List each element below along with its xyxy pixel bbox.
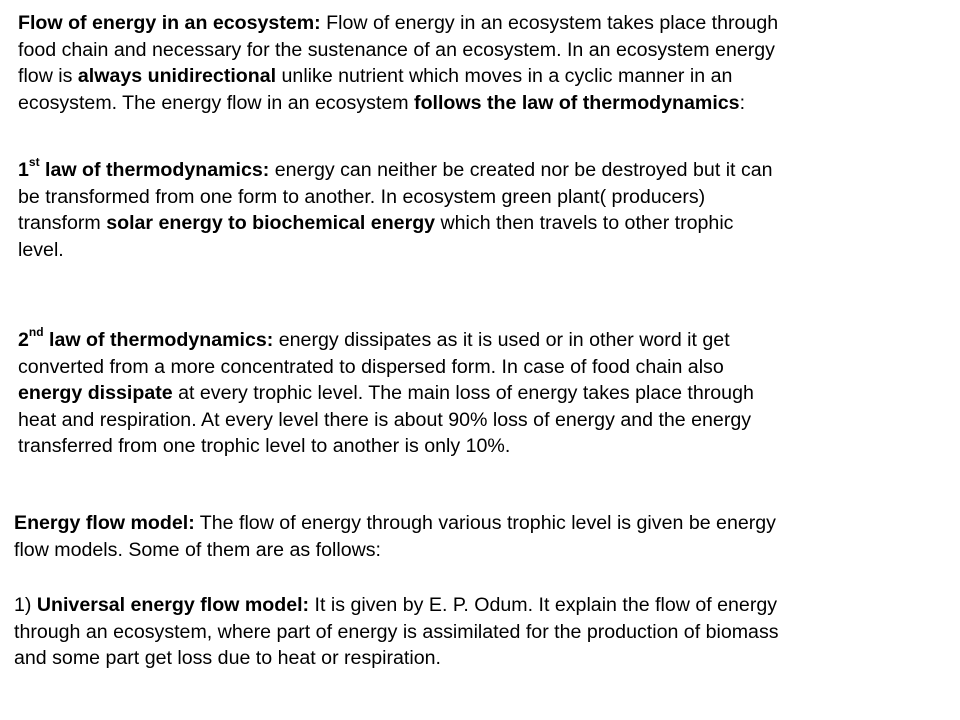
text-line: converted from a more concentrated to dispersed form. In case of food chain also [18,355,724,378]
paragraph-universal-model [14,592,779,672]
text-line [18,380,754,407]
ordinal-number: 2 [18,329,29,351]
paragraph-flow-of-energy [18,10,778,116]
text-span: at every trophic level. The main loss of energy takes place through [172,382,754,404]
text-span: ecosystem. The energy flow in an ecosystem [18,91,415,114]
text-line [18,63,778,90]
paragraph-first-law [18,157,773,263]
text-line: flow models. Some of them are as follows: [14,538,381,561]
emphasis-energy-dissipate: energy dissipate [18,382,173,404]
text-line [18,10,778,37]
text-line [18,327,754,354]
text-line: be transformed from one form to another. In ecosystem green plant( producers) [18,185,706,208]
text-line [14,510,776,537]
text-line: food chain and necessary for the sustenance of an ecosystem. In an ecosystem energy [18,38,775,61]
emphasis-unidirectional: always unidirectional [77,65,277,87]
text-span: transform [18,212,107,234]
text-span: which then travels to other trophic [435,212,734,234]
text-line [14,592,779,619]
heading-universal-model: Universal energy flow model: [36,594,310,616]
text-line [18,210,773,237]
list-number: 1) [14,594,37,616]
text-span: The flow of energy through various trophic level is given be energy [194,512,776,534]
text-line: level. [18,238,64,261]
text-line: and some part get loss due to heat or respiration. [14,647,441,669]
heading-energy-flow-model: Energy flow model: [14,512,195,534]
text-span: unlike nutrient which moves in a cyclic manner in an [276,65,733,87]
heading-first-law [18,155,270,181]
text-line: through an ecosystem, where part of energy is assimilated for the production of biomass [14,620,779,643]
text-line [18,157,773,184]
text-span: : [739,91,746,114]
emphasis-solar-energy: solar energy to biochemical energy [106,212,436,234]
emphasis-thermodynamics: follows the law of thermodynamics [414,91,740,114]
ordinal-number: 1 [18,159,29,181]
heading-second-law [18,325,274,351]
text-line [18,90,778,117]
text-span: It is given by E. P. Odum. It explain the flow of energy [309,594,778,616]
ordinal-suffix: st [28,155,40,170]
heading-text: law of thermodynamics: [43,329,274,351]
heading-text: law of thermodynamics: [39,159,270,181]
ordinal-suffix: nd [28,325,44,340]
text-span: energy dissipates as it is used or in other word it get [273,329,730,351]
text-line: transferred from one trophic level to another is only 10%. [18,435,511,457]
text-line: heat and respiration. At every level there is about 90% loss of energy and the energy [18,408,752,431]
text-span: flow is [18,65,78,87]
text-span: energy can neither be created nor be destroyed but it can [269,159,773,181]
text-span: Flow of energy in an ecosystem takes place through [320,12,779,34]
heading-flow-of-energy: Flow of energy in an ecosystem: [18,12,321,34]
paragraph-energy-flow-model [14,510,776,563]
paragraph-second-law [18,327,754,460]
